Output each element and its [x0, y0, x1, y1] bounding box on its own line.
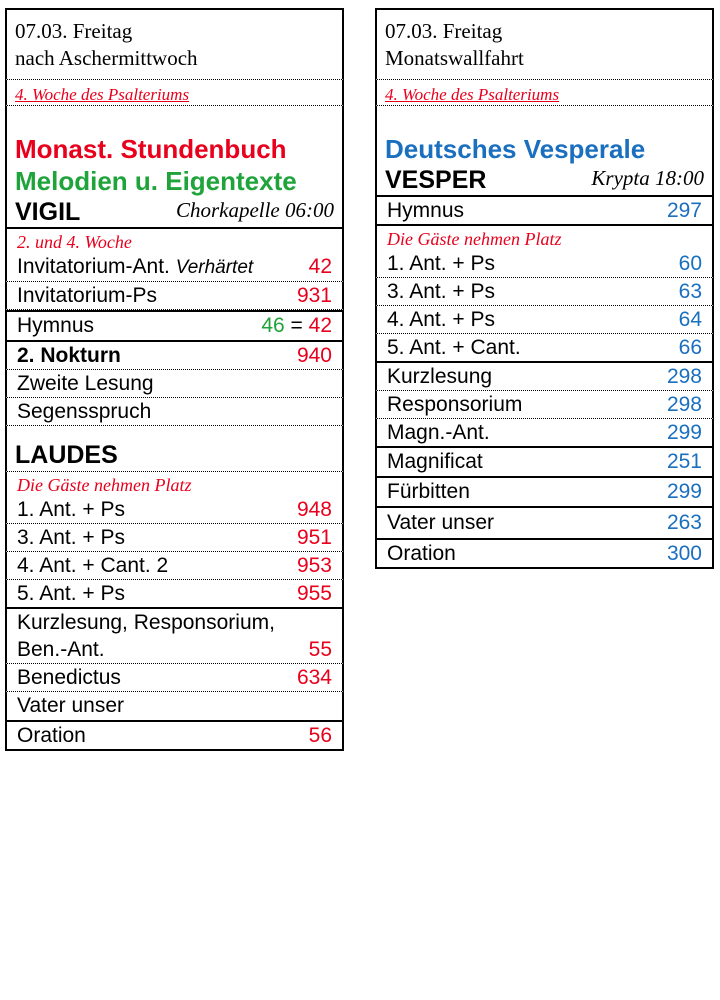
vesper-magn-ant-num: 299 [666, 421, 702, 444]
bened-num: 634 [296, 666, 332, 689]
nokturn-label: 2. Nokturn [17, 344, 121, 367]
hymnus-num-red: 42 [308, 314, 332, 337]
laudes-oration-num: 56 [308, 724, 332, 747]
vesper-row-label: 5. Ant. + Cant. [387, 336, 521, 359]
vesper-vater-label: Vater unser [387, 511, 494, 534]
vesper-magn-ant [375, 419, 714, 446]
vigil-hymnus-label: Hymnus [17, 314, 95, 337]
hymnus-num-green: 46 [261, 314, 285, 337]
vesper-fuerbitten [375, 476, 714, 508]
laudes-guests-note: Die Gäste nehmen Platz [17, 475, 192, 495]
vesper-oration [375, 538, 714, 569]
vesper-magn-ant-label: Magn.-Ant. [387, 421, 490, 444]
vigil-place: Chorkapelle 06:00 [175, 198, 334, 222]
kurz-num: 55 [308, 638, 332, 661]
vesper-row-2 [375, 278, 714, 306]
laudes-row-num: 953 [296, 554, 332, 577]
inv-ant-label: Invitatorium-Ant. [17, 255, 170, 278]
vesper-row-num: 64 [678, 308, 702, 331]
vigil-hymnus-nums [261, 312, 332, 340]
right-books [375, 106, 714, 195]
vesper-fuerbitten-label: Fürbitten [387, 480, 470, 503]
vigil-lesung [5, 370, 344, 398]
bened-label: Benedictus [17, 666, 121, 689]
vesper-magnificat [375, 446, 714, 476]
vigil-hymnus [5, 310, 344, 342]
book-melodien: Melodien u. Eigentexte [15, 166, 297, 196]
laudes-vater-label: Vater unser [17, 694, 124, 717]
vesper-vater-unser [375, 508, 714, 538]
vigil-invitatorium-ant [5, 227, 344, 282]
hymnus-eq: = [290, 314, 303, 337]
vesper-vater-num: 263 [666, 511, 702, 534]
vesper-row-num: 63 [678, 280, 702, 303]
vesper-row-1 [375, 226, 714, 278]
left-psalter-week: 4. Woche des Psalteriums [5, 80, 344, 106]
vigil-invitatorium-ps [5, 282, 344, 310]
vesper-kurz-num: 298 [666, 365, 702, 388]
laudes-row-num: 955 [296, 582, 332, 605]
vesper-guests-note: Die Gäste nehmen Platz [387, 229, 562, 249]
vesper-magnificat-label: Magnificat [387, 450, 483, 473]
left-day-note: nach Aschermittwoch [15, 46, 198, 70]
vesper-row-4 [375, 334, 714, 361]
left-books [5, 106, 344, 227]
right-date: 07.03. Freitag [385, 19, 503, 43]
laudes-vater-unser [5, 692, 344, 720]
laudes-benedictus [5, 664, 344, 692]
laudes-row-num: 951 [296, 526, 332, 549]
laudes-title: LAUDES [15, 441, 118, 469]
laudes-row-label: 3. Ant. + Ps [17, 526, 125, 549]
vesper-oration-num: 300 [666, 542, 702, 565]
right-header [375, 8, 714, 80]
book-vesperale: Deutsches Vesperale [385, 134, 646, 164]
lesung-label: Zweite Lesung [17, 372, 154, 395]
vesper-kurzlesung [375, 361, 714, 391]
laudes-row-label: 4. Ant. + Cant. 2 [17, 554, 169, 577]
vigil-nokturn [5, 342, 344, 370]
vesper-fuerbitten-num: 299 [666, 480, 702, 503]
laudes-row-label: 1. Ant. + Ps [17, 498, 125, 521]
laudes-row-1 [5, 472, 344, 524]
right-schedule [375, 8, 714, 569]
laudes-kurzlesung [5, 607, 344, 664]
laudes-oration [5, 720, 344, 751]
left-date: 07.03. Freitag [15, 19, 133, 43]
inv-ant-text: Verhärtet [175, 257, 254, 278]
laudes-oration-label: Oration [17, 724, 86, 747]
vesper-place: Krypta 18:00 [591, 166, 704, 190]
laudes-row-3 [5, 552, 344, 580]
vesper-resp-label: Responsorium [387, 393, 523, 416]
vesper-resp-num: 298 [666, 393, 702, 416]
vesper-row-num: 60 [678, 252, 702, 275]
inv-ant-num: 42 [308, 255, 332, 278]
left-header [5, 8, 344, 80]
vigil-label: VIGIL [15, 198, 81, 226]
laudes-header [5, 426, 344, 472]
laudes-row-label: 5. Ant. + Ps [17, 582, 125, 605]
vesper-row-3 [375, 306, 714, 334]
right-psalter-week: 4. Woche des Psalteriums [375, 80, 714, 106]
vesper-responsorium [375, 391, 714, 419]
vesper-magnificat-num: 251 [666, 450, 702, 473]
vesper-hymnus [375, 195, 714, 226]
inv-ps-num: 931 [296, 284, 332, 307]
kurz-line2: Ben.-Ant. [17, 638, 105, 661]
nokturn-num: 940 [296, 344, 332, 367]
kurz-line1: Kurzlesung, Responsorium, [17, 611, 275, 634]
vesper-hymnus-num: 297 [666, 199, 702, 222]
vesper-row-label: 1. Ant. + Ps [387, 252, 495, 275]
segen-label: Segensspruch [17, 400, 152, 423]
book-stundenbuch: Monast. Stundenbuch [15, 134, 287, 164]
vigil-week-note: 2. und 4. Woche [17, 232, 132, 252]
vesper-row-label: 3. Ant. + Ps [387, 280, 495, 303]
inv-ps-label: Invitatorium-Ps [17, 284, 158, 307]
vigil-segen [5, 398, 344, 426]
vesper-row-num: 66 [678, 336, 702, 359]
vesper-oration-label: Oration [387, 542, 456, 565]
laudes-row-2 [5, 524, 344, 552]
left-schedule [5, 8, 344, 751]
right-day-note: Monatswallfahrt [385, 46, 524, 70]
vigil-title [7, 197, 342, 227]
vesper-hymnus-label: Hymnus [387, 199, 465, 222]
vesper-label: VESPER [385, 166, 487, 194]
vesper-row-label: 4. Ant. + Ps [387, 308, 495, 331]
laudes-row-num: 948 [296, 498, 332, 521]
vesper-kurz-label: Kurzlesung [387, 365, 493, 388]
laudes-row-4 [5, 580, 344, 607]
vesper-title [377, 165, 712, 195]
